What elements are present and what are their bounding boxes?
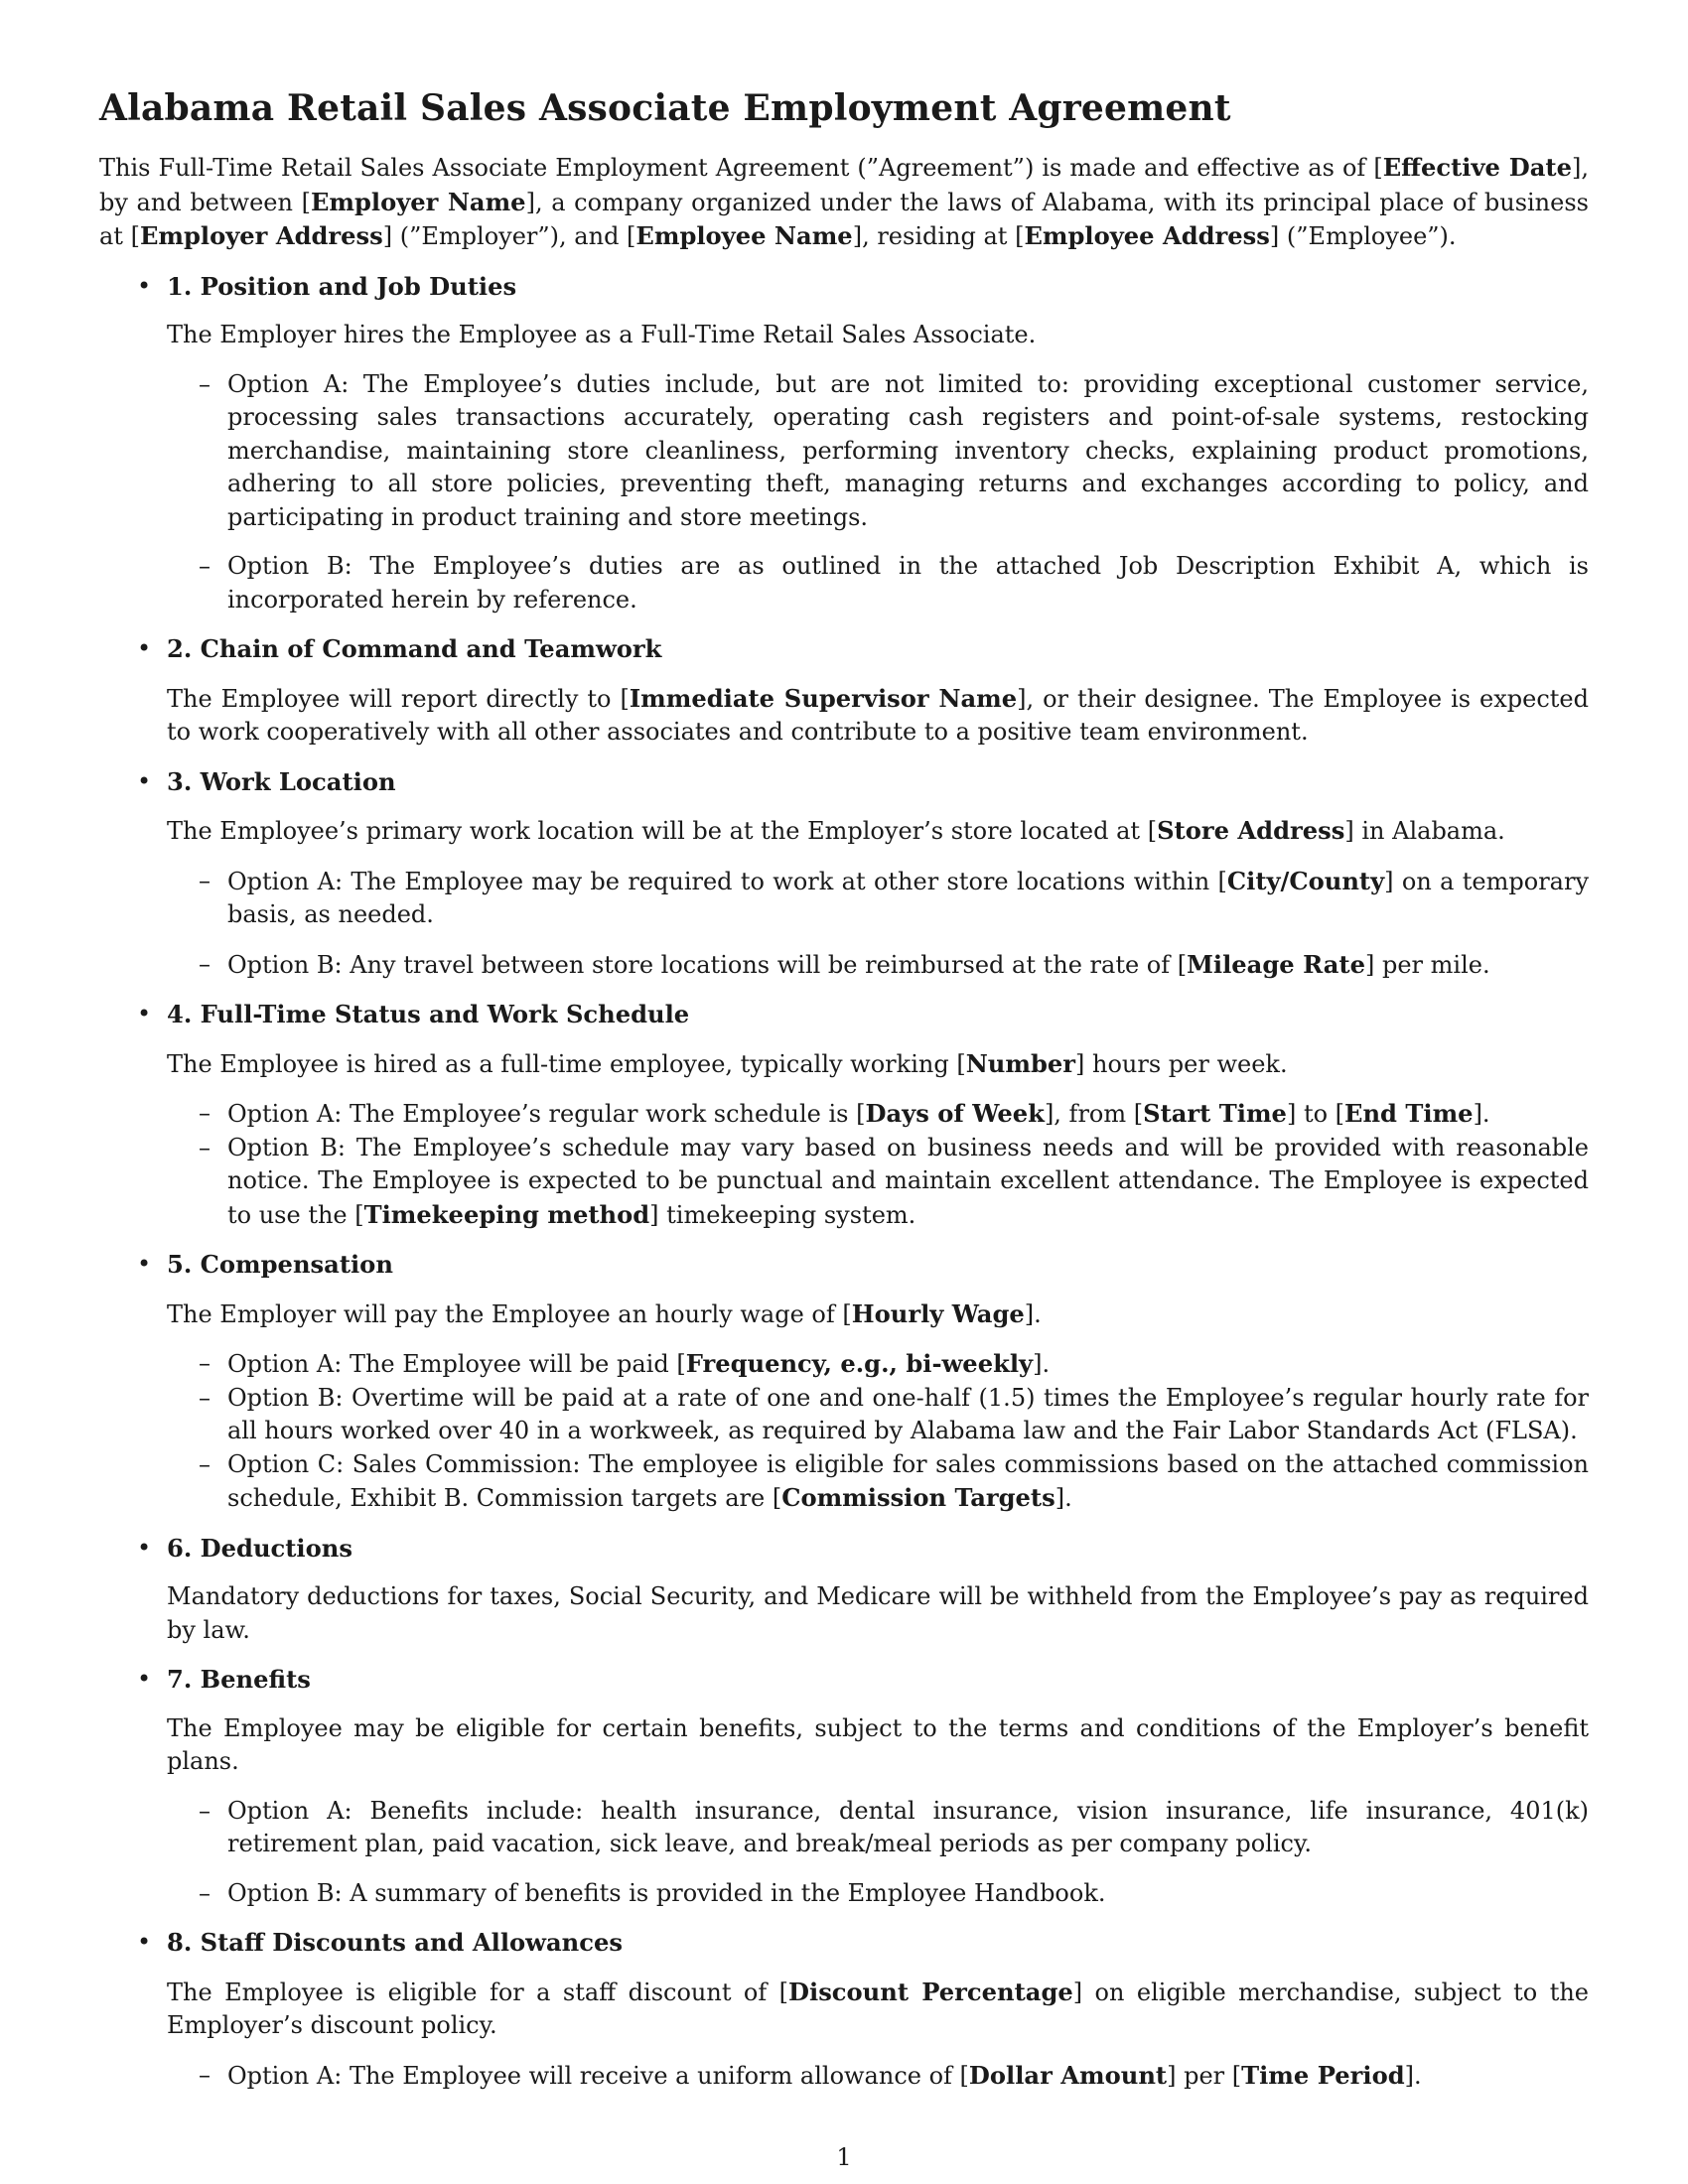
option-item — [167, 368, 1589, 535]
section-title: 4. Full-Time Status and Work Schedule — [167, 1000, 690, 1028]
section-title: 8. Staff Discounts and Allowances — [167, 1928, 623, 1957]
option-text: ]. — [1055, 1484, 1072, 1512]
dash-icon: – — [199, 2060, 211, 2089]
dash-icon: – — [199, 949, 211, 978]
option-item — [167, 1382, 1589, 1448]
intro-text: ] (”Employee”). — [1269, 222, 1457, 250]
option-text: Option B: Overtime will be paid at a rate of one and one-half (1.5) times the Employee’s regular hourly rate for all hours worked over 40 in a workweek, as required by Alabama law and the Fair Labor Standards Act (FLSA). — [227, 1383, 1589, 1444]
options-list — [167, 865, 1589, 983]
option-item — [167, 1448, 1589, 1516]
option-text: Option C: Sales Commission: The employee is eligible for sales commissions based on the attached commission schedule, Exhibit B. Commission targets are [ — [227, 1449, 1589, 1512]
section-item — [99, 998, 1589, 1232]
dash-icon: – — [199, 1383, 211, 1412]
option-text: ]. — [1404, 2061, 1422, 2090]
section-text: ] in Alabama. — [1344, 817, 1505, 845]
intro-text: This Full-Time Retail Sales Associate Employment Agreement (”Agreement”) is made and effective as of [ — [99, 154, 1383, 182]
section-title: 2. Chain of Command and Teamwork — [167, 634, 662, 663]
section-item — [99, 1248, 1589, 1516]
intro-text: ], by and between [ — [99, 154, 1589, 216]
dash-icon: – — [199, 1349, 211, 1377]
section-title: 1. Position and Job Duties — [167, 271, 517, 301]
options-list — [167, 2059, 1589, 2094]
option-text: ] to [ — [1286, 1100, 1345, 1128]
option-text: Option A: The Employee’s regular work schedule is [ — [227, 1100, 866, 1128]
section-text — [167, 1976, 1589, 2043]
section-text — [167, 319, 1589, 352]
option-placeholder: Commission Targets — [781, 1483, 1055, 1512]
option-placeholder: Mileage Rate — [1187, 949, 1365, 979]
option-text: ]. — [1033, 1350, 1051, 1378]
document-title: Alabama Retail Sales Associate Employment Agreement — [99, 87, 1231, 129]
option-text: Option A: The Employee may be required to work at other store locations within [ — [227, 867, 1227, 895]
section-text — [167, 1297, 1589, 1332]
section-text — [167, 1712, 1589, 1779]
intro-placeholder: Employee Name — [635, 221, 853, 250]
intro-placeholder: Employee Address — [1024, 221, 1270, 250]
option-text: ] per mile. — [1364, 950, 1490, 979]
section-title: 6. Deductions — [167, 1533, 352, 1563]
bullet-icon: • — [137, 1000, 152, 1027]
option-text: Option B: A summary of benefits is provided in the Employee Handbook. — [227, 1878, 1106, 1907]
option-placeholder: Frequency, e.g., bi-weekly — [685, 1349, 1034, 1378]
intro-placeholder: Effective Date — [1382, 153, 1572, 182]
section-text: ]. — [1024, 1299, 1042, 1328]
option-item — [167, 1097, 1589, 1132]
section-item — [99, 1926, 1589, 2093]
section-text: The Employee’s primary work location will be at the Employer’s store located at [ — [167, 817, 1158, 845]
section-text: Mandatory deductions for taxes, Social Security, and Medicare will be withheld from the Employee’s pay as required by law. — [167, 1582, 1589, 1644]
option-placeholder: Start Time — [1143, 1099, 1287, 1128]
option-text: ]. — [1473, 1100, 1490, 1128]
option-placeholder: Timekeeping method — [363, 1199, 650, 1229]
section-placeholder: Discount Percentage — [788, 1977, 1073, 2006]
options-list — [167, 1795, 1589, 1911]
dash-icon: – — [199, 1099, 211, 1127]
section-title: 3. Work Location — [167, 766, 396, 796]
page-number: 1 — [836, 2143, 852, 2171]
bullet-icon: • — [137, 271, 152, 300]
dash-icon: – — [199, 552, 211, 580]
section-placeholder: Immediate Supervisor Name — [629, 683, 1018, 713]
option-placeholder: City/County — [1226, 866, 1385, 895]
section-item — [99, 1532, 1589, 1648]
option-text: ] on a temporary basis, as needed. — [227, 867, 1590, 928]
section-text — [167, 682, 1589, 750]
dash-icon: – — [199, 1133, 211, 1161]
option-item — [167, 865, 1589, 932]
section-text: The Employee is hired as a full-time employee, typically working [ — [167, 1049, 966, 1078]
option-text: Option B: The Employee’s schedule may vary based on business needs and will be provided with reasonable notice. The Employee is expected to be punctual and maintain excellent attendance. The Employee is expected to use the [ — [227, 1133, 1589, 1229]
option-item — [167, 2059, 1589, 2094]
intro-text: ] (”Employer”), and [ — [382, 222, 636, 250]
section-item — [99, 765, 1589, 983]
option-text: ] per [ — [1167, 2061, 1242, 2090]
bullet-icon: • — [137, 1250, 152, 1278]
option-text: ] timekeeping system. — [649, 1200, 916, 1229]
option-text: Option B: Any travel between store locations will be reimbursed at the rate of [ — [227, 950, 1188, 979]
option-text: Option A: The Employee’s duties include, but are not limited to: providing exceptional customer service, processing sales transactions accurately, operating cash registers and point-of-sale systems, restocking merchandise, maintaining store cleanliness, performing inventory checks, explaining product promotions, adhering to all store policies, preventing theft, managing returns and exchanges according to policy, and participating in product training and store meetings. — [227, 369, 1589, 531]
bullet-icon: • — [137, 1928, 152, 1956]
dash-icon: – — [199, 1796, 211, 1825]
dash-icon: – — [199, 369, 211, 398]
option-text: ], from [ — [1044, 1100, 1144, 1128]
section-text: ], or their designee. The Employee is expected to work cooperatively with all other associates and contribute to a positive team environment. — [167, 684, 1589, 746]
option-text: Option B: The Employee’s duties are as outlined in the attached Job Description Exhibit A, which is incorporated herein by reference. — [227, 552, 1589, 614]
section-title: 7. Benefits — [167, 1665, 311, 1694]
bullet-icon: • — [137, 1533, 152, 1562]
section-text: The Employer hires the Employee as a Full-Time Retail Sales Associate. — [167, 321, 1037, 348]
section-title: 5. Compensation — [167, 1250, 393, 1279]
bullet-icon: • — [137, 634, 152, 662]
section-text: The Employee is eligible for a staff discount of [ — [167, 1978, 789, 2006]
options-list — [167, 1097, 1589, 1232]
section-text: ] hours per week. — [1075, 1049, 1288, 1078]
section-text: The Employer will pay the Employee an hourly wage of [ — [167, 1299, 852, 1328]
section-item — [99, 632, 1589, 750]
intro-paragraph — [99, 151, 1589, 254]
bullet-icon: • — [137, 766, 152, 795]
sections-list — [99, 270, 1589, 2094]
option-text: Option A: The Employee will receive a uniform allowance of [ — [227, 2061, 969, 2090]
intro-text: ], a company organized under the laws of Alabama, with its principal place of business at [ — [99, 188, 1589, 250]
options-list — [167, 368, 1589, 617]
option-placeholder: End Time — [1344, 1099, 1474, 1128]
section-text — [167, 814, 1589, 849]
intro-placeholder: Employer Name — [310, 187, 526, 216]
option-text: Option A: The Employee will be paid [ — [227, 1350, 686, 1378]
intro-text: ], residing at [ — [852, 222, 1025, 250]
option-item — [167, 1347, 1589, 1382]
section-text — [167, 1047, 1589, 1082]
section-item — [99, 1663, 1589, 1910]
option-item — [167, 948, 1589, 983]
dash-icon: – — [199, 1449, 211, 1478]
section-item — [99, 270, 1589, 617]
section-placeholder: Number — [965, 1048, 1076, 1078]
section-text: The Employee may be eligible for certain benefits, subject to the terms and conditions of the Employer’s benefit plans. — [167, 1713, 1589, 1775]
dash-icon: – — [199, 866, 211, 894]
option-text: Option A: Benefits include: health insurance, dental insurance, vision insurance, life insurance, 401(k) retirement plan, paid vacation, sick leave, and break/meal periods as per company policy. — [227, 1796, 1589, 1857]
option-placeholder: Time Period — [1241, 2060, 1405, 2090]
dash-icon: – — [199, 1878, 211, 1907]
intro-placeholder: Employer Address — [139, 221, 383, 250]
section-placeholder: Store Address — [1157, 816, 1345, 845]
option-placeholder: Days of Week — [865, 1099, 1045, 1128]
option-item — [167, 1132, 1589, 1233]
option-item — [167, 1877, 1589, 1911]
bullet-icon: • — [137, 1665, 152, 1693]
option-placeholder: Dollar Amount — [968, 2060, 1168, 2090]
option-item — [167, 1795, 1589, 1861]
option-item — [167, 550, 1589, 616]
section-placeholder: Hourly Wage — [851, 1298, 1025, 1328]
options-list — [167, 1347, 1589, 1516]
section-text: ] on eligible merchandise, subject to the Employer’s discount policy. — [167, 1978, 1589, 2039]
document-page — [99, 87, 1589, 2109]
section-text: The Employee will report directly to [ — [167, 684, 630, 713]
section-text — [167, 1580, 1589, 1647]
